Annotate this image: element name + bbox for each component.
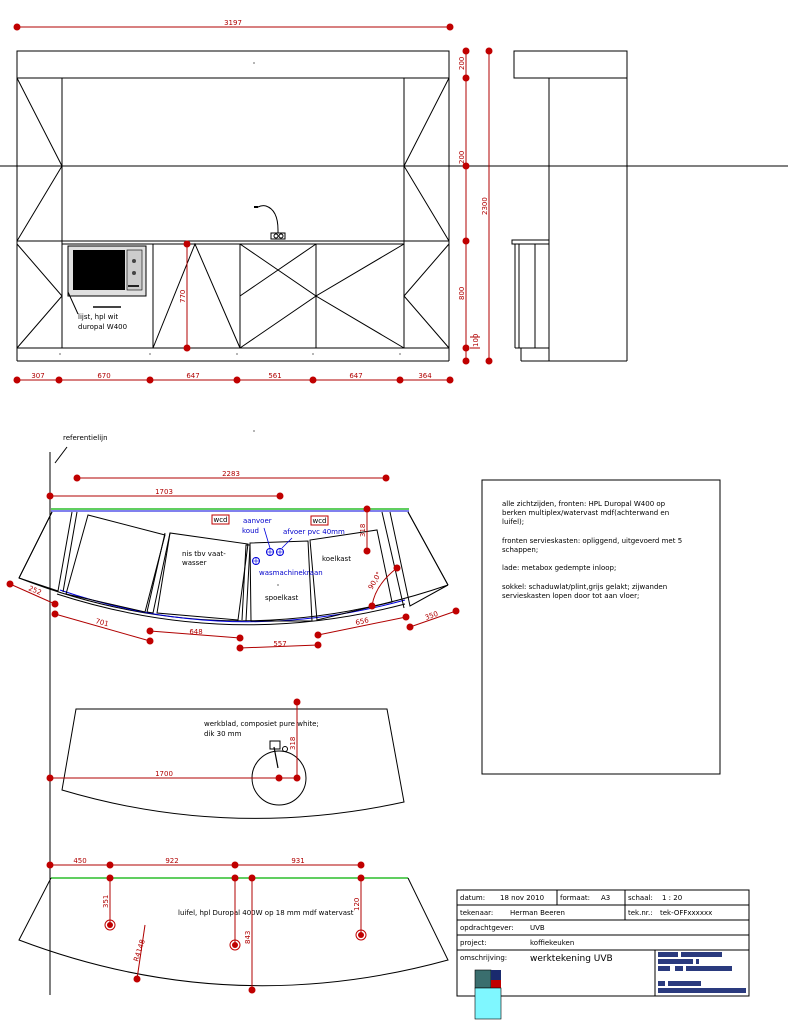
worktop-note-2: dik 30 mm	[204, 730, 242, 738]
tb-teknr-label: tek.nr.:	[628, 909, 653, 917]
note-lijst-1: lijst, hpl wit	[78, 313, 119, 321]
dim-bottom-5: 647	[349, 372, 363, 380]
tb-formaat-label: formaat:	[560, 894, 591, 902]
label-spoelkast: spoelkast	[265, 594, 299, 602]
dim-bottom-1: 307	[31, 372, 45, 380]
dim-right-4: 100	[472, 333, 480, 347]
tb-tekenaar-label: tekenaar:	[460, 909, 494, 917]
dim-canopy-450: 450	[73, 857, 87, 865]
tb-opdrachtgever: UVB	[530, 924, 545, 932]
dim-angle: 90,0°	[366, 570, 384, 591]
tb-project-label: project:	[460, 939, 487, 947]
tb-teknr: tek-OFFxxxxxx	[660, 909, 713, 917]
tb-formaat: A3	[601, 894, 611, 902]
dim-front-width: 3197	[224, 19, 242, 27]
label-referentielijn: referentielijn	[63, 434, 108, 442]
company-address-block	[658, 952, 746, 993]
note-line-11: servieskasten lopen door tot aan vloer;	[502, 592, 640, 600]
dim-arc-350: 350	[423, 609, 440, 622]
tb-omschrijving: werktekening UVB	[530, 954, 613, 964]
tb-project: koffiekeuken	[530, 939, 575, 947]
dim-worktop-1700: 1700	[155, 770, 173, 778]
tb-omschrijving-label: omschrijving:	[460, 954, 508, 962]
wcd-label-2: wcd	[312, 517, 327, 525]
microwave-window	[73, 250, 125, 290]
note-line-3: luifel);	[502, 518, 525, 526]
note-line-6: schappen;	[502, 546, 539, 554]
dim-canopy-931: 931	[291, 857, 305, 865]
wcd-label-1: wcd	[213, 516, 228, 524]
tb-tekenaar: Herman Beeren	[510, 909, 565, 917]
dim-arc-656: 656	[354, 616, 370, 627]
dim-arc-701: 701	[94, 617, 110, 629]
dim-right-1: 200	[458, 56, 466, 70]
note-line-5: fronten servieskasten: opliggend, uitgevoerd met 5	[502, 537, 683, 545]
canopy-plan	[19, 857, 448, 994]
note-line-8: lade: metabox gedempte inloop;	[502, 564, 617, 572]
note-lijst-2: duropal W400	[78, 323, 128, 331]
worktop-note-1: werkblad, composiet pure white;	[204, 720, 319, 728]
worktop-plan	[47, 699, 405, 819]
label-koud: koud	[242, 527, 259, 535]
dim-worktop-318: 318	[289, 736, 297, 750]
note-line-1: alle zichtzijden, fronten: HPL Duropal W400 op	[502, 500, 666, 508]
faucet-icon	[258, 206, 278, 237]
dim-bottom-2: 670	[97, 372, 111, 380]
dim-canopy-120: 120	[353, 897, 361, 911]
tb-schaal-label: schaal:	[628, 894, 653, 902]
note-line-2: berken multiplex/watervast mdf(achterwand en	[502, 509, 670, 517]
dim-canopy-922: 922	[165, 857, 179, 865]
front-elevation	[0, 19, 788, 384]
dim-1703: 1703	[155, 488, 173, 496]
title-block	[457, 890, 749, 1019]
dim-canopy-351: 351	[102, 894, 110, 908]
notes-box	[482, 480, 720, 774]
dim-plan-318: 318	[359, 523, 367, 537]
label-wasmachinekraan: wasmachinekraan	[259, 569, 323, 577]
dim-arc-648: 648	[189, 628, 203, 636]
label-aanvoer: aanvoer	[243, 517, 272, 525]
dim-total-height: 2300	[481, 197, 489, 215]
side-elevation	[512, 51, 627, 361]
dim-canopy-843: 843	[244, 930, 252, 944]
canopy-note: luifel, hpl Duropal 400W op 18 mm mdf watervast	[178, 909, 354, 917]
dim-right-2: 200	[458, 150, 466, 164]
dim-2283: 2283	[222, 470, 240, 478]
label-nis-1: nis tbv vaat-	[182, 550, 226, 558]
note-line-10: sokkel: schaduwlat/plint,grijs gelakt; zijwanden	[502, 583, 668, 591]
dim-right-3: 800	[458, 286, 466, 300]
label-afvoer: afvoer pvc 40mm	[283, 528, 345, 536]
dim-cabinet-height: 770	[179, 289, 187, 303]
dim-bottom-3: 647	[186, 372, 200, 380]
tb-opdrachtgever-label: opdrachtgever:	[460, 924, 514, 932]
tb-datum: 18 nov 2010	[500, 894, 545, 902]
label-koelkast: koelkast	[322, 555, 351, 563]
dim-arc-252: 252	[27, 584, 43, 597]
dim-bottom-4: 561	[268, 372, 282, 380]
company-logo	[475, 970, 501, 1019]
dim-canopy-radius: R4148	[132, 938, 147, 963]
tb-datum-label: datum:	[460, 894, 486, 902]
tb-schaal: 1 : 20	[662, 894, 683, 902]
dim-bottom-6: 364	[418, 372, 432, 380]
label-nis-2: wasser	[182, 559, 207, 567]
dim-arc-557: 557	[273, 640, 287, 648]
